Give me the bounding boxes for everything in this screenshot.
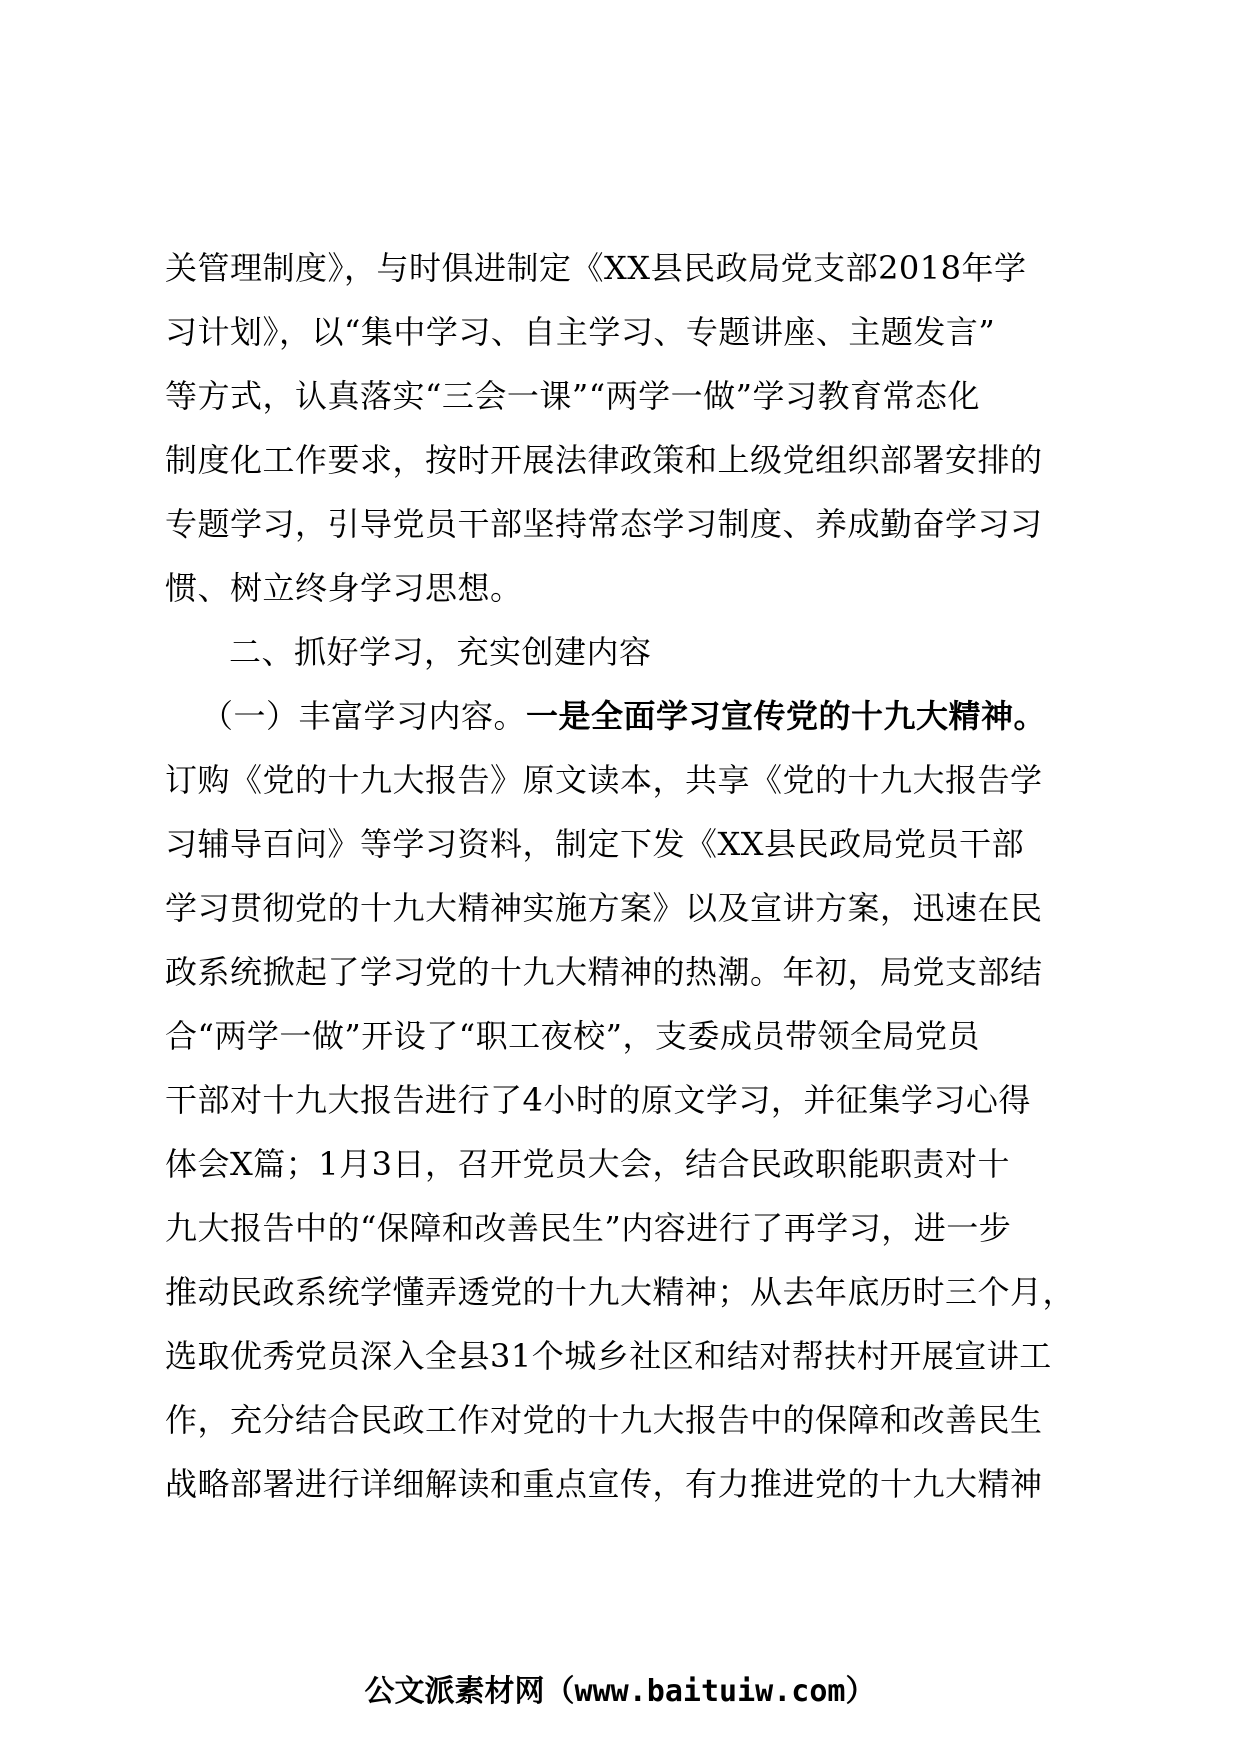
paragraph-line: 九大报告中的“保障和改善民生”内容进行了再学习，进一步 <box>165 1209 1012 1247</box>
subsection-bold-lead: 一是全面学习宣传党的十九大精神。 <box>526 697 1047 735</box>
subsection-lead-line <box>165 684 1087 748</box>
page-footer <box>0 1672 1240 1712</box>
body-line: 等方式，认真落实“三会一课”“两学一做”学习教育常态化 <box>165 377 980 415</box>
paragraph-line: 合“两学一做”开设了“职工夜校”，支委成员带领全局党员 <box>165 1017 980 1055</box>
footer-site-name: 公文派素材网 <box>364 1674 545 1709</box>
body-line: 制度化工作要求，按时开展法律政策和上级党组织部署安排的 <box>165 441 1043 479</box>
paragraph-line: 作，充分结合民政工作对党的十九大报告中的保障和改善民生 <box>165 1401 1043 1439</box>
paragraph-line: 体会X篇；1月3日，召开党员大会，结合民政职能职责对十 <box>165 1145 1011 1183</box>
body-line: 惯、树立终身学习思想。 <box>165 569 523 607</box>
section-heading: 二、抓好学习，充实创建内容 <box>229 633 652 671</box>
paragraph-line: 订购《党的十九大报告》原文读本，共享《党的十九大报告学 <box>165 761 1043 799</box>
paragraph-line: 干部对十九大报告进行了4小时的原文学习，并征集学习心得 <box>165 1081 1031 1119</box>
footer-site-url: （www.baituiw.com） <box>544 1674 876 1709</box>
paragraph-line: 选取优秀党员深入全县31个城乡社区和结对帮扶村开展宣讲工 <box>165 1337 1052 1375</box>
subsection-title: （一）丰富学习内容。 <box>201 697 527 735</box>
paragraph-line: 战略部署进行详细解读和重点宣传，有力推进党的十九大精神 <box>165 1465 1043 1503</box>
paragraph-line: 政系统掀起了学习党的十九大精神的热潮。年初，局党支部结 <box>165 953 1043 991</box>
paragraph-line: 学习贯彻党的十九大精神实施方案》以及宣讲方案，迅速在民 <box>165 889 1043 927</box>
body-line: 专题学习，引导党员干部坚持常态学习制度、养成勤奋学习习 <box>165 505 1043 543</box>
body-line: 习计划》，以“集中学习、自主学习、专题讲座、主题发言” <box>165 313 996 351</box>
document-body <box>165 236 1087 1516</box>
body-line: 关管理制度》，与时俱进制定《XX县民政局党支部2018年学 <box>165 249 1027 287</box>
paragraph-line: 习辅导百问》等学习资料，制定下发《XX县民政局党员干部 <box>165 825 1025 863</box>
paragraph-line: 推动民政系统学懂弄透党的十九大精神；从去年底历时三个月， <box>165 1273 1076 1311</box>
